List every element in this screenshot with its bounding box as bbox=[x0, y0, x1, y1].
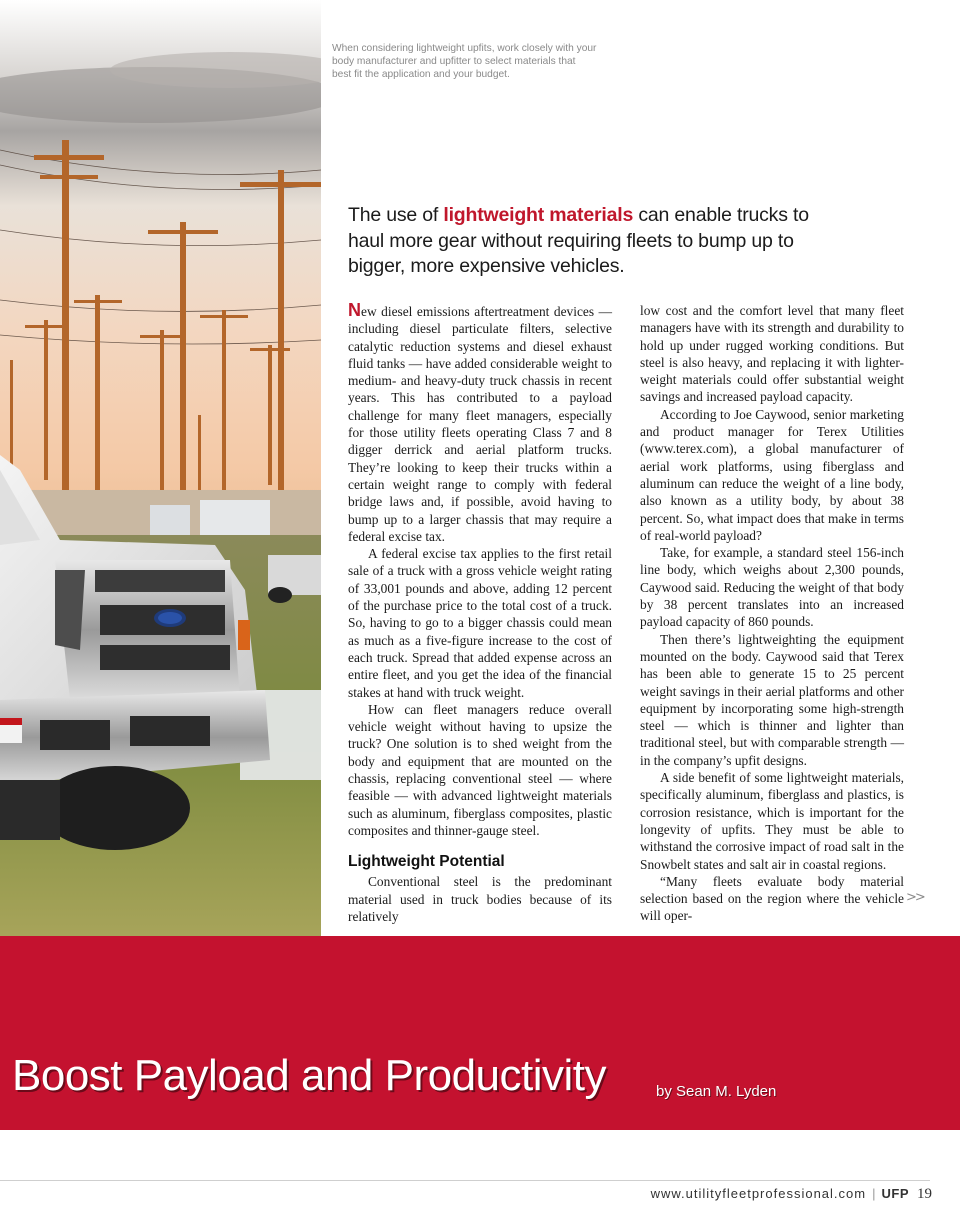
paragraph-4-continued: low cost and the comfort level that many fleet managers have with its strength and durability to hold up under rugged working conditions. But steel is also heavy, and replacing it with lighter-weight materials could offer substantial weight savings and increased payload capacity. bbox=[640, 303, 904, 405]
pull-quote-tail: can enable trucks to haul more gear without requiring fleets to bump up to bigger, more expensive vehicles. bbox=[348, 204, 809, 277]
byline: by Sean M. Lyden bbox=[656, 1083, 777, 1100]
pull-quote-highlight: lightweight materials bbox=[443, 204, 634, 226]
paragraph-4: Conventional steel is the predominant material used in truck bodies because of its relatively bbox=[348, 874, 612, 924]
article-title: Boost Payload and Productivity bbox=[12, 1051, 607, 1100]
page-footer bbox=[651, 1186, 932, 1203]
subhead: Lightweight Potential bbox=[348, 853, 505, 871]
truck-photo-illustration bbox=[0, 0, 321, 936]
footer-rule bbox=[0, 1180, 930, 1181]
page-number: 19 bbox=[917, 1186, 932, 1202]
paragraph-8: A side benefit of some lightweight materials, specifically aluminum, fiberglass and plastics, is corrosion resistance, which is important for the longevity of upfits. They must be able to withstand the corrosive impact of road salt in the Snowbelt states and salt air in coastal regions. bbox=[640, 770, 904, 872]
magazine-name: UFP bbox=[881, 1186, 909, 1201]
paragraph-6: Take, for example, a standard steel 156-inch line body, which weighs about 2,300 pounds, Caywood said. Reducing the weight of that body by 38 percent translates into an increased payload capacity of 860 pounds. bbox=[640, 545, 904, 630]
paragraph-1-text: ew diesel emissions aftertreatment devices — including diesel particulate filters, selective catalytic reduction systems and diesel exhaust fluid tanks — have added considerable weight to medium- and heavy-duty truck chassis in recent years. This has contributed to a payload challenge for many fleet managers, especially for those utility fleets operating Class 7 and 8 digger derrick and aerial platform trucks. They’re looking to keep their trucks within a certain weight range to comply with federal bridge laws and, if possible, avoid having to bump up to a larger chassis that may require a federal excise tax. bbox=[348, 304, 612, 544]
paragraph-1 bbox=[348, 302, 612, 545]
paragraph-9: “Many fleets evaluate body material selection based on the region where the vehicle will oper- bbox=[640, 873, 904, 924]
drop-cap: N bbox=[348, 300, 361, 320]
pull-quote-lead: The use of bbox=[348, 204, 444, 226]
continue-arrow-icon: >> bbox=[906, 890, 924, 905]
footer-url-link[interactable]: www.utilityfleetprofessional.com bbox=[650, 1186, 867, 1201]
article-column-1 bbox=[348, 302, 612, 925]
paragraph-3: How can fleet managers reduce overall vehicle weight without having to upsize the truck? One solution is to shed weight from the body and equipment that are mounted on the chassis, replacing conventional steel — where feasible — with advanced lightweight materials such as aluminum, fiberglass composites, plastic composites and thinner-gauge steel. bbox=[348, 701, 612, 838]
pull-quote bbox=[348, 203, 828, 280]
footer-separator: | bbox=[872, 1186, 876, 1201]
article-column-2 bbox=[640, 302, 904, 925]
title-band bbox=[0, 936, 960, 1130]
paragraph-7: Then there’s lightweighting the equipment mounted on the body. Caywood said that Terex has been able to generate 15 to 25 percent weight savings in their aerial platforms and other equipment by incorporating some high-strength steel — which is thinner and lighter than traditional steel, but with comparable strength — in the company’s upfit designs. bbox=[640, 631, 904, 768]
photo-caption: When considering lightweight upfits, work closely with your body manufacturer and upfitter to select materials that best fit the application and your budget. bbox=[332, 43, 597, 80]
paragraph-5: According to Joe Caywood, senior marketing and product manager for Terex Utilities (www.terex.com), a global manufacturer of aerial work platforms, using fiberglass and aluminum can reduce the weight of a line body, also known as a utility body, by about 38 percent. So, what impact does that make in terms of real-world payload? bbox=[640, 406, 904, 543]
paragraph-2: A federal excise tax applies to the first retail sale of a truck with a gross vehicle weight rating of 33,001 pounds and above, adding 12 percent of the purchase price to the total cost of a truck. So, having to go to a bigger chassis could mean as much as a five-figure increase to the cost of each truck. Spread that added expense across an entire fleet, and you get the idea of the financial stakes at hand with truck weight. bbox=[348, 546, 612, 700]
truck-photo bbox=[0, 0, 321, 936]
